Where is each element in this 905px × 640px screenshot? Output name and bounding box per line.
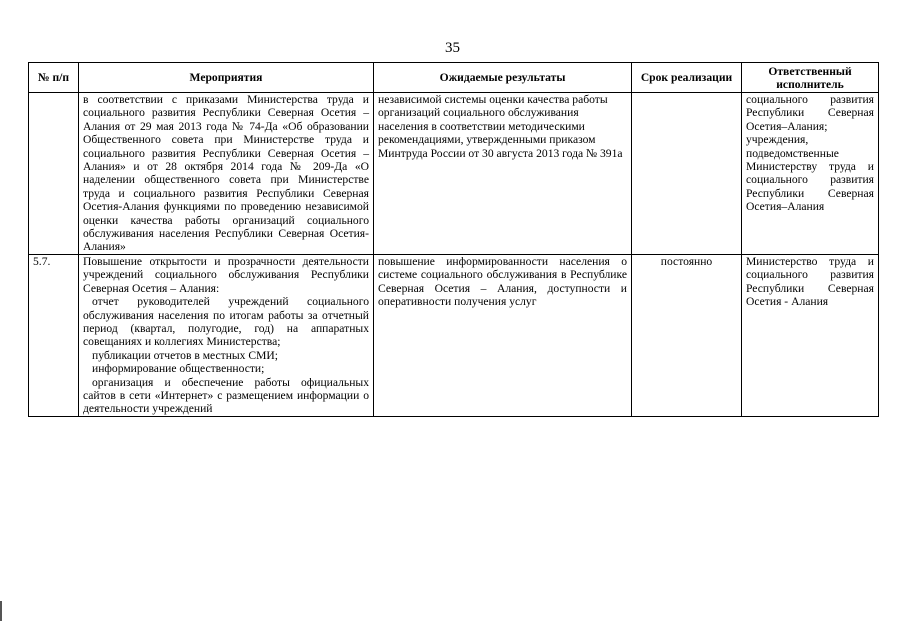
scan-edge-mark: [0, 601, 2, 621]
table-row: [29, 93, 879, 255]
row-number: [29, 93, 79, 255]
activity-cell: в соответствии с приказами Министерства труда и социального развития Республики Северная Осетия – Алания от 29 мая 2013 года № 74-Да «Об образовании Общественного совета при Министерстве труда и социального развития Республики Северная Осетия – Алания» и от 28 октября 2014 года № 209-Да «О наделении общественного совета при Министерстве труда и социального развития Республики Северная Осетия-Алания функциями по проведению независимой оценки качества работы организаций социального обслуживания населения Республики Северная Осетия-Алания»: [79, 93, 374, 255]
activity-intro: Повышение открытости и прозрачности деятельности учреждений социального обслуживания Республики Северная Осетия – Алания:: [83, 254, 369, 295]
header-executor: Ответственный исполнитель: [742, 63, 879, 93]
row-number: 5.7.: [29, 254, 79, 416]
activity-item: публикации отчетов в местных СМИ;: [92, 348, 279, 362]
result-cell: повышение информированности населения о системе социального обслуживания в Республике Северная Осетия – Алания, доступности и оперативности получения услуг: [374, 254, 632, 416]
activity-item: отчет руководителей учреждений социального обслуживания населения по итогам работы за отчетный период (квартал, полугодие, год) на аппаратных совещаниях и коллегиях Министерства;: [83, 295, 369, 349]
table-header-row: [29, 63, 879, 93]
activity-cell: [79, 254, 374, 416]
term-cell: постоянно: [632, 254, 742, 416]
executor-cell: социального развития Республики Северная Осетия–Алания; учреждения, подведомственные Министерству труда и социального развития Республики Северная Осетия–Алания: [742, 93, 879, 255]
term-cell: [632, 93, 742, 255]
header-activities: Мероприятия: [79, 63, 374, 93]
header-term: Срок реализации: [632, 63, 742, 93]
measures-table: [28, 62, 879, 417]
executor-cell: Министерство труда и социального развития Республики Северная Осетия - Алания: [742, 254, 879, 416]
table-row: [29, 254, 879, 416]
page-number: 35: [445, 40, 460, 56]
activity-item: организация и обеспечение работы официальных сайтов в сети «Интернет» с размещением информации о деятельности учреждений: [83, 375, 369, 416]
header-results: Ожидаемые результаты: [374, 63, 632, 93]
activity-item: информирование общественности;: [92, 362, 265, 376]
header-number: № п/п: [29, 63, 79, 93]
result-cell: независимой системы оценки качества работы организаций социального обслуживания населения в соответствии методическими рекомендациями, утвержденными приказом Минтруда России от 30 августа 2013 года № 391а: [374, 93, 632, 255]
